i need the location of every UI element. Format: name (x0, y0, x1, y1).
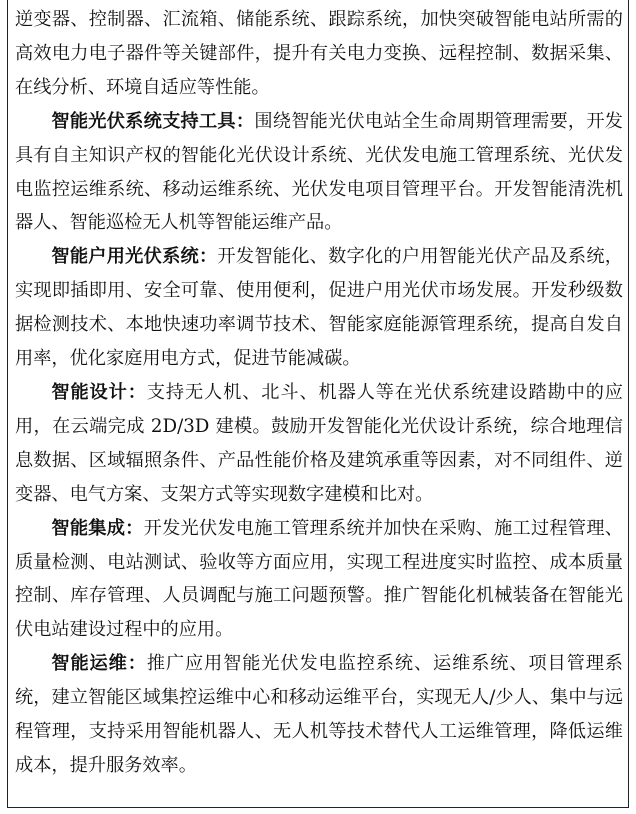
paragraph-smart-om (15, 647, 623, 783)
document-box (7, 0, 629, 808)
paragraph-smart-design (15, 376, 623, 512)
paragraph-text: 推广应用智能光伏发电监控系统、运维系统、项目管理系统，建立智能区域集控运维中心和移动运维平台，实现无人/少人、集中与远程管理，支持采用智能机器人、无人机等技术替代人工运维管理，降低运维成本，提升服务效率。 (15, 653, 623, 776)
paragraph-text: 逆变器、控制器、汇流箱、储能系统、跟踪系统，加快突破智能电站所需的高效电力电子器件等关键部件，提升有关电力变换、远程控制、数据采集、在线分析、环境自适应等性能。 (15, 9, 623, 98)
paragraph-smart-integration (15, 512, 623, 648)
paragraph-continuation (15, 3, 623, 105)
paragraph-heading: 智能设计： (51, 381, 147, 403)
paragraph-text: 支持无人机、北斗、机器人等在光伏系统建设踏勘中的应用，在云端完成 2D/3D 建模。鼓励开发智能化光伏设计系统，综合地理信息数据、区域辐照条件、产品性能价格及建筑承重等因素，对不同组件、逆变器、电气方案、支架方式等实现数字建模和比对。 (15, 381, 623, 505)
paragraph-text: 围绕智能光伏电站全生命周期管理需要，开发具有自主知识产权的智能化光伏设计系统、光伏发电施工管理系统、光伏发电监控运维系统、移动运维系统、光伏发电项目管理平台。开发智能清洗机器人、智能巡检无人机等智能运维产品。 (15, 110, 623, 234)
paragraph-heading: 智能光伏系统支持工具： (51, 110, 255, 132)
paragraph-household-pv (15, 240, 623, 376)
paragraph-heading: 智能运维： (51, 653, 147, 675)
paragraph-heading: 智能户用光伏系统： (51, 246, 218, 268)
paragraph-support-tools (15, 105, 623, 241)
paragraph-heading: 智能集成： (51, 517, 144, 539)
paragraph-text: 开发光伏发电施工管理系统并加快在采购、施工过程管理、质量检测、电站测试、验收等方面应用，实现工程进度实时监控、成本质量控制、库存管理、人员调配与施工问题预警。推广智能化机械装备在智能光伏电站建设过程中的应用。 (15, 517, 623, 641)
paragraph-text: 开发智能化、数字化的户用智能光伏产品及系统，实现即插即用、安全可靠、使用便利，促进户用光伏市场发展。开发秒级数据检测技术、本地快速功率调节技术、智能家庭能源管理系统，提高自发自用率，优化家庭用电方式，促进节能减碳。 (15, 246, 623, 370)
